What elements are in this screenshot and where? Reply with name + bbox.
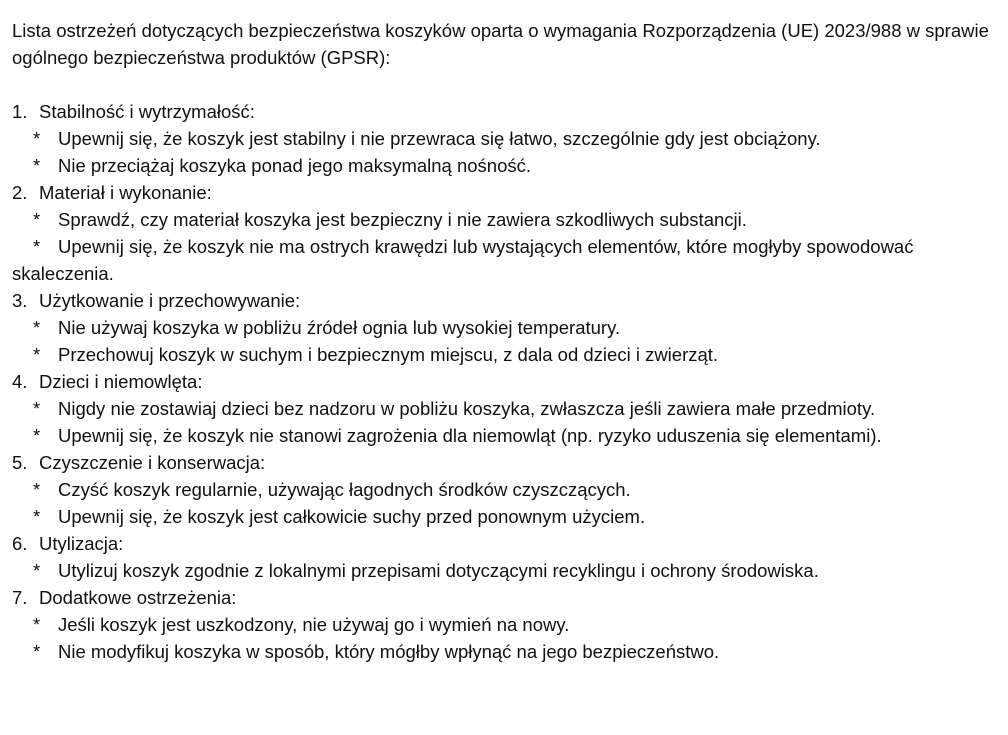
section-title: Materiał i wykonanie: (39, 182, 212, 203)
bullet-star-icon: * (33, 506, 41, 527)
section-title: Utylizacja: (39, 533, 124, 554)
bullet-star-icon: * (33, 560, 41, 581)
section-heading (12, 530, 1008, 557)
section-1 (12, 98, 1008, 179)
section-number: 1. (12, 101, 28, 122)
list-item-text: Upewnij się, że koszyk nie stanowi zagrożenia dla niemowląt (np. ryzyko uduszenia się elementami). (58, 425, 882, 446)
list-item (12, 233, 1008, 287)
bullet-star-icon: * (33, 614, 41, 635)
bullet-star-icon: * (33, 155, 41, 176)
list-item-text: Przechowuj koszyk w suchym i bezpiecznym miejscu, z dala od dzieci i zwierząt. (58, 344, 719, 365)
list-item (12, 557, 1008, 584)
bullet-star-icon: * (33, 317, 41, 338)
section-heading (12, 584, 1008, 611)
list-item-text: Utylizuj koszyk zgodnie z lokalnymi przepisami dotyczącymi recyklingu i ochrony środowiska. (58, 560, 819, 581)
bullet-star-icon: * (33, 641, 41, 662)
section-number: 5. (12, 452, 28, 473)
section-number: 7. (12, 587, 28, 608)
list-item (12, 152, 1008, 179)
list-item-text: Nie używaj koszyka w pobliżu źródeł ognia lub wysokiej temperatury. (58, 317, 621, 338)
list-item (12, 341, 1008, 368)
list-item (12, 503, 1008, 530)
section-title: Dzieci i niemowlęta: (39, 371, 203, 392)
bullet-star-icon: * (33, 128, 41, 149)
list-item-text: Upewnij się, że koszyk jest całkowicie suchy przed ponownym użyciem. (58, 506, 646, 527)
bullet-star-icon: * (33, 209, 41, 230)
section-5 (12, 449, 1008, 530)
section-6 (12, 530, 1008, 584)
list-item-text: Upewnij się, że koszyk nie ma ostrych krawędzi lub wystających elementów, które mogłyby spowodować skaleczenia. (12, 236, 914, 284)
list-item-text: Sprawdź, czy materiał koszyka jest bezpieczny i nie zawiera szkodliwych substancji. (58, 209, 747, 230)
list-item (12, 125, 1008, 152)
bullet-star-icon: * (33, 425, 41, 446)
section-heading (12, 287, 1008, 314)
list-item-text: Nie modyfikuj koszyka w sposób, który mógłby wpłynąć na jego bezpieczeństwo. (58, 641, 720, 662)
list-item-text: Nie przeciążaj koszyka ponad jego maksymalną nośność. (58, 155, 532, 176)
list-item (12, 314, 1008, 341)
bullet-star-icon: * (33, 398, 41, 419)
list-item (12, 422, 1008, 449)
section-title: Czyszczenie i konserwacja: (39, 452, 266, 473)
bullet-star-icon: * (33, 344, 41, 365)
section-number: 4. (12, 371, 28, 392)
list-item (12, 611, 1008, 638)
section-number: 3. (12, 290, 28, 311)
list-item (12, 638, 1008, 665)
section-heading (12, 179, 1008, 206)
section-title: Dodatkowe ostrzeżenia: (39, 587, 237, 608)
bullet-star-icon: * (33, 479, 41, 500)
list-item (12, 206, 1008, 233)
list-item-text: Czyść koszyk regularnie, używając łagodnych środków czyszczących. (58, 479, 631, 500)
section-3 (12, 287, 1008, 368)
section-heading (12, 98, 1008, 125)
section-7 (12, 584, 1008, 665)
list-item-text: Upewnij się, że koszyk jest stabilny i nie przewraca się łatwo, szczególnie gdy jest obciążony. (58, 128, 821, 149)
list-item-text: Nigdy nie zostawiaj dzieci bez nadzoru w pobliżu koszyka, zwłaszcza jeśli zawiera małe przedmioty. (58, 398, 876, 419)
section-number: 2. (12, 182, 28, 203)
list-item (12, 476, 1008, 503)
list-item-text: Jeśli koszyk jest uszkodzony, nie używaj go i wymień na nowy. (58, 614, 570, 635)
list-item (12, 395, 1008, 422)
section-heading (12, 368, 1008, 395)
section-4 (12, 368, 1008, 449)
bullet-star-icon: * (33, 236, 41, 257)
section-number: 6. (12, 533, 28, 554)
section-title: Stabilność i wytrzymałość: (39, 101, 255, 122)
section-title: Użytkowanie i przechowywanie: (39, 290, 301, 311)
section-2 (12, 179, 1008, 287)
section-heading (12, 449, 1008, 476)
document-body (12, 17, 1008, 665)
intro-paragraph: Lista ostrzeżeń dotyczących bezpieczeństwa koszyków oparta o wymagania Rozporządzenia (UE) 2023/988 w sprawie ogólnego bezpieczeństwa produktów (GPSR): (12, 20, 989, 68)
